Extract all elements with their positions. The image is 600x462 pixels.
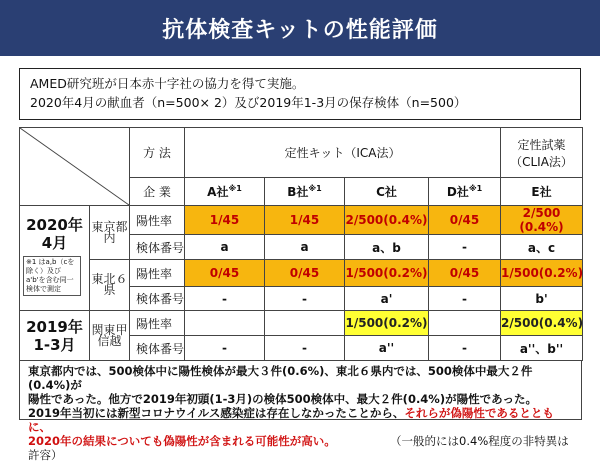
study-info-line-1: AMED研究班が日本赤十字社の協力を得て実施。 <box>30 76 305 91</box>
tohoku-pos-e: 1/500(0.2%) <box>501 260 583 287</box>
kanto-id-b: - <box>265 336 345 361</box>
company-b <box>265 178 345 206</box>
conclusion-line-3 <box>28 406 573 434</box>
kanto-pos-d <box>429 311 501 336</box>
company-d-note: ※1 <box>468 184 483 193</box>
company-a <box>185 178 265 206</box>
period-2020-line-2: 4月 <box>41 234 68 252</box>
method-label: 方 法 <box>130 128 185 178</box>
company-c <box>345 178 429 206</box>
region-kanto: 関東甲信越 <box>90 311 130 361</box>
reagent-header-line-1: 定性試薬 <box>517 137 566 152</box>
label-positive-rate: 陽性率 <box>130 260 185 287</box>
kanto-pos-b <box>265 311 345 336</box>
company-e <box>501 178 583 206</box>
conclusion-line-1: 東京都内では、500検体中に陽性検体が最大３件(0.6%)、東北６県内では、500検体中最大２件(0.4%)が <box>28 364 533 392</box>
region-tokyo: 東京都内 <box>90 206 130 260</box>
conclusion-line-3b: それらが偽陽性であるとともに、 <box>28 406 554 434</box>
tokyo-id-c: a、b <box>345 235 429 260</box>
tohoku-pos-c: 1/500(0.2%) <box>345 260 429 287</box>
period-2020-line-1: 2020年 <box>26 216 83 234</box>
kanto-pos-a <box>185 311 265 336</box>
kanto-id-c: a'' <box>345 336 429 361</box>
label-sample-no: 検体番号 <box>130 287 185 311</box>
tokyo-id-d: - <box>429 235 501 260</box>
tokyo-id-b: a <box>265 235 345 260</box>
performance-table <box>19 127 583 361</box>
kanto-pos-e: 2/500(0.4%) <box>501 311 583 336</box>
header-corner-cell <box>20 128 130 206</box>
tohoku-id-d: - <box>429 287 501 311</box>
tohoku-id-a: - <box>185 287 265 311</box>
kanto-id-d: - <box>429 336 501 361</box>
page-title: 抗体検査キットの性能評価 <box>0 0 600 56</box>
label-positive-rate: 陽性率 <box>130 311 185 336</box>
conclusion-text <box>19 360 582 462</box>
tokyo-id-e: a、c <box>501 235 583 260</box>
tohoku-id-e: b' <box>501 287 583 311</box>
qualitative-kit-header: 定性キット（ICA法） <box>185 128 501 178</box>
label-sample-no: 検体番号 <box>130 235 185 260</box>
conclusion-line-4a: 2020年の結果についても偽陽性が含まれる可能性が高い。 <box>28 434 336 448</box>
company-a-name: A社 <box>207 185 229 199</box>
label-sample-no: 検体番号 <box>130 336 185 361</box>
kanto-id-a: - <box>185 336 265 361</box>
period-2019-jan-mar <box>20 311 90 361</box>
conclusion-line-4b: （一般的には0.4%程度の非特異は許容） <box>28 434 569 462</box>
company-c-name: C社 <box>376 185 397 199</box>
conclusion-line-4 <box>28 434 573 462</box>
company-a-note: ※1 <box>228 184 242 193</box>
company-b-name: B社 <box>287 185 309 199</box>
tokyo-pos-e: 2/500 (0.4%) <box>501 206 583 235</box>
tokyo-pos-d: 0/45 <box>429 206 501 235</box>
company-d <box>429 178 501 206</box>
company-b-note: ※1 <box>308 184 322 193</box>
tohoku-id-c: a' <box>345 287 429 311</box>
tohoku-id-b: - <box>265 287 345 311</box>
tokyo-id-a: a <box>185 235 265 260</box>
sample-note: ※1 はa,b（cを除く）及びa'b'を含む同一検体で測定 <box>23 256 81 296</box>
tokyo-pos-c: 2/500(0.4%) <box>345 206 429 235</box>
company-d-name: D社 <box>446 185 469 199</box>
tokyo-pos-a: 1/45 <box>185 206 265 235</box>
kanto-id-e: a''、b'' <box>501 336 583 361</box>
period-2019-line-1: 2019年 <box>26 317 83 336</box>
qualitative-reagent-header <box>501 128 583 178</box>
tokyo-pos-b: 1/45 <box>265 206 345 235</box>
company-label: 企 業 <box>130 178 185 206</box>
tohoku-pos-a: 0/45 <box>185 260 265 287</box>
company-e-name: E社 <box>531 185 552 199</box>
study-info-line-2: 2020年4月の献血者（n=500× 2）及び2019年1-3月の保存検体（n=500） <box>30 95 467 110</box>
label-positive-rate: 陽性率 <box>130 206 185 235</box>
conclusion-line-3a: 2019年当初には新型コロナウイルス感染症は存在しなかったことから、 <box>28 406 405 420</box>
reagent-header-line-2: （CLIA法） <box>510 154 573 169</box>
diagonal-line <box>20 128 129 205</box>
study-info-box <box>19 68 581 120</box>
kanto-pos-c: 1/500(0.2%) <box>345 311 429 336</box>
region-tohoku: 東北６県 <box>90 260 130 311</box>
tohoku-pos-b: 0/45 <box>265 260 345 287</box>
tohoku-pos-d: 0/45 <box>429 260 501 287</box>
conclusion-line-2: 陽性であった。他方で2019年初頭(1-3月)の検体500検体中、最大２件(0.4%)が陽性であった。 <box>28 392 537 406</box>
period-2020-april <box>20 206 90 311</box>
period-2019-line-2: 1-3月 <box>33 335 76 354</box>
